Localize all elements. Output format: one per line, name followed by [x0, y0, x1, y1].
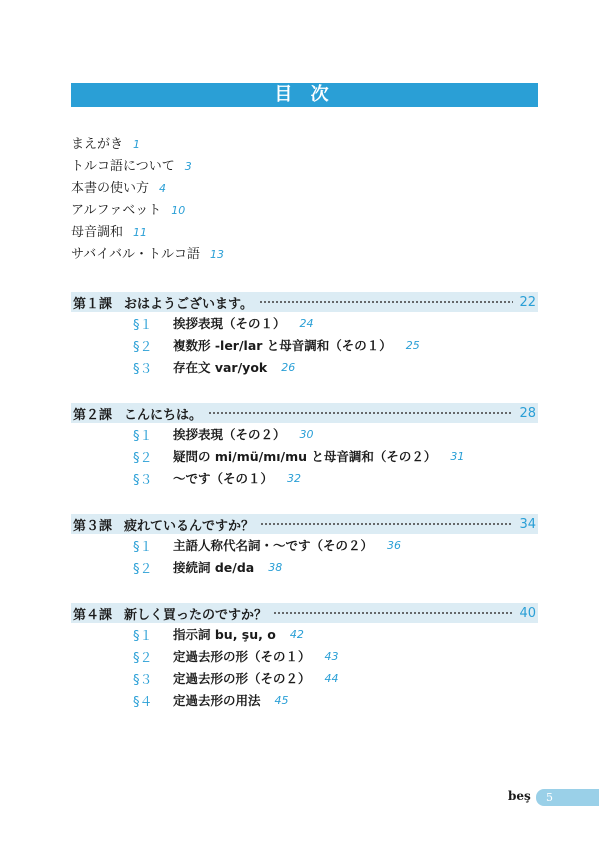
lesson-page: 34 [519, 516, 536, 532]
item-label: トルコ語について [71, 159, 175, 174]
section-title: 指示詞 bu, şu, o [173, 627, 276, 642]
item-page: 10 [171, 204, 186, 217]
leader-dots [260, 520, 513, 529]
section-page: 38 [268, 560, 283, 574]
lesson-number: 第１課 [73, 296, 113, 312]
item-page: 4 [159, 182, 167, 195]
lesson-page: 28 [519, 405, 536, 421]
lesson-heading[interactable] [71, 403, 538, 423]
toc-title: 目 次 [71, 83, 538, 107]
lesson-title: こんにちは。 [124, 407, 203, 423]
section-item[interactable] [71, 445, 538, 467]
section-item[interactable] [71, 334, 538, 356]
leader-dots [208, 409, 513, 418]
section-item[interactable] [71, 423, 538, 445]
section-title: 挨拶表現（その１） [173, 316, 286, 331]
intro-list [71, 134, 224, 266]
section-page: 31 [450, 449, 465, 463]
lesson-number: 第２課 [73, 407, 113, 423]
lesson-block [71, 514, 538, 578]
section-item[interactable] [71, 467, 538, 489]
section-mark: §１ [133, 628, 153, 644]
section-title: 挨拶表現（その２） [173, 427, 286, 442]
item-label: サバイバル・トルコ語 [71, 247, 200, 262]
section-title: 定過去形の形（その２） [173, 671, 311, 686]
section-mark: §３ [133, 472, 153, 488]
section-mark: §２ [133, 339, 153, 355]
section-page: 43 [324, 649, 339, 663]
item-label: 母音調和 [71, 225, 124, 240]
leader-dots [259, 298, 513, 307]
section-item[interactable] [71, 623, 538, 645]
section-title: 複数形 -ler/lar と母音調和（その１） [173, 338, 392, 353]
section-title: 〜です（その１） [173, 471, 274, 486]
section-mark: §２ [133, 561, 153, 577]
section-title: 疑問の mi/mü/mı/mu と母音調和（その２） [173, 449, 437, 464]
section-item[interactable] [71, 312, 538, 334]
section-page: 45 [274, 693, 289, 707]
lesson-block [71, 403, 538, 489]
lesson-heading[interactable] [71, 292, 538, 312]
section-title: 接続詞 de/da [173, 560, 255, 575]
section-page: 25 [405, 338, 420, 352]
lesson-page: 22 [519, 294, 536, 310]
list-item[interactable] [71, 134, 224, 156]
section-item[interactable] [71, 556, 538, 578]
item-label: アルファベット [71, 203, 162, 218]
section-page: 44 [324, 671, 339, 685]
list-item[interactable] [71, 222, 224, 244]
section-page: 24 [299, 316, 314, 330]
section-mark: §３ [133, 672, 153, 688]
section-item[interactable] [71, 534, 538, 556]
footer-page-tab [536, 789, 599, 806]
list-item[interactable] [71, 200, 224, 222]
footer-page-word: beş [508, 789, 531, 803]
lesson-title: 疲れているんですか？ [124, 518, 255, 534]
section-title: 定過去形の形（その１） [173, 649, 311, 664]
lesson-number: 第３課 [73, 518, 113, 534]
section-item[interactable] [71, 645, 538, 667]
section-mark: §４ [133, 694, 153, 710]
item-page: 3 [184, 160, 192, 173]
section-item[interactable] [71, 356, 538, 378]
section-mark: §１ [133, 539, 153, 555]
section-title: 主語人称代名詞・〜です（その２） [173, 538, 374, 553]
footer-page-number: 5 [546, 791, 553, 804]
section-page: 42 [289, 627, 304, 641]
item-label: 本書の使い方 [71, 181, 150, 196]
item-page: 1 [133, 138, 141, 151]
section-page: 32 [287, 471, 302, 485]
lesson-title: 新しく買ったのですか？ [124, 607, 268, 623]
lesson-heading[interactable] [71, 603, 538, 623]
section-mark: §１ [133, 428, 153, 444]
lesson-page: 40 [519, 605, 536, 621]
list-item[interactable] [71, 178, 224, 200]
section-item[interactable] [71, 689, 538, 711]
lesson-block [71, 603, 538, 711]
section-mark: §３ [133, 361, 153, 377]
section-mark: §１ [133, 317, 153, 333]
section-title: 存在文 var/yok [173, 360, 268, 375]
item-page: 11 [133, 226, 148, 239]
section-page: 26 [281, 360, 296, 374]
section-mark: §２ [133, 450, 153, 466]
lesson-number: 第４課 [73, 607, 113, 623]
list-item[interactable] [71, 156, 224, 178]
section-page: 36 [387, 538, 402, 552]
list-item[interactable] [71, 244, 224, 266]
lesson-heading[interactable] [71, 514, 538, 534]
section-title: 定過去形の用法 [173, 693, 261, 708]
lesson-block [71, 292, 538, 378]
item-page: 13 [209, 248, 224, 261]
item-label: まえがき [71, 137, 124, 152]
lesson-title: おはようございます。 [124, 296, 253, 312]
section-item[interactable] [71, 667, 538, 689]
section-mark: §２ [133, 650, 153, 666]
section-page: 30 [299, 427, 314, 441]
leader-dots [273, 609, 513, 618]
